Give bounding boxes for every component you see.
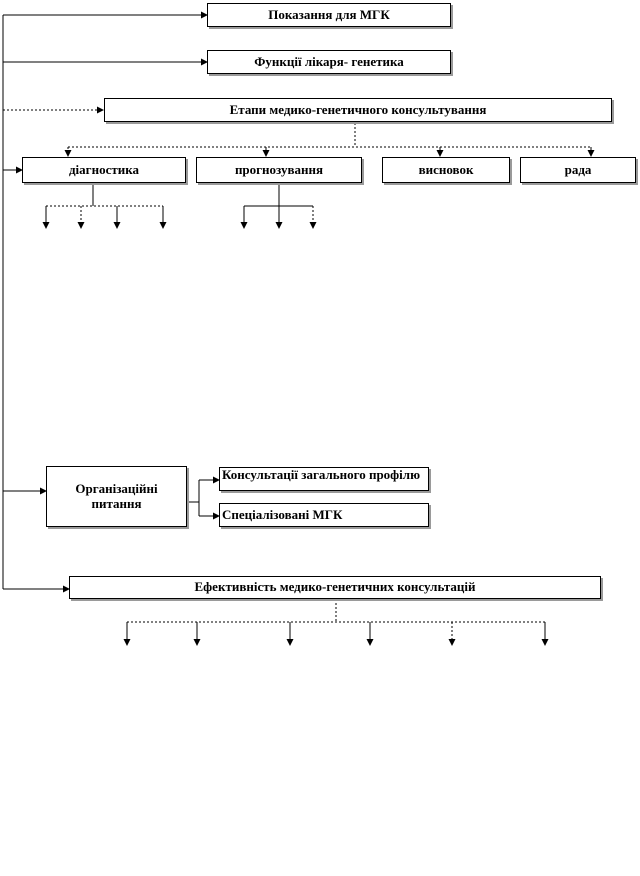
functions-label: Функції лікаря- генетика bbox=[254, 53, 404, 69]
effectiveness-box bbox=[69, 576, 601, 599]
specialized-label: Спеціалізовані МГК bbox=[222, 506, 343, 522]
functions-box bbox=[207, 50, 451, 74]
effectiveness-label: Ефективність медико-генетичних консультацій bbox=[194, 579, 476, 595]
organizational-label: Організаційні питання bbox=[75, 480, 158, 511]
general-consult-box bbox=[219, 467, 429, 491]
conclusion-box bbox=[382, 157, 510, 183]
indications-box bbox=[207, 3, 451, 27]
advice-box bbox=[520, 157, 636, 183]
advice-label: рада bbox=[564, 161, 592, 177]
diagnostics-label: діагностика bbox=[68, 161, 140, 177]
specialized-box bbox=[219, 503, 429, 527]
forecasting-label: прогнозування bbox=[234, 161, 324, 177]
stages-box bbox=[104, 98, 612, 122]
diagnostics-box bbox=[22, 157, 186, 183]
organizational-box bbox=[46, 466, 187, 527]
general-consult-label: Консультації загального профілю bbox=[222, 467, 421, 482]
conclusion-label: висновок bbox=[418, 161, 474, 177]
forecasting-box bbox=[196, 157, 362, 183]
stages-label: Етапи медико-генетичного консультування bbox=[229, 101, 487, 117]
indications-label: Показання для МГК bbox=[268, 6, 390, 22]
